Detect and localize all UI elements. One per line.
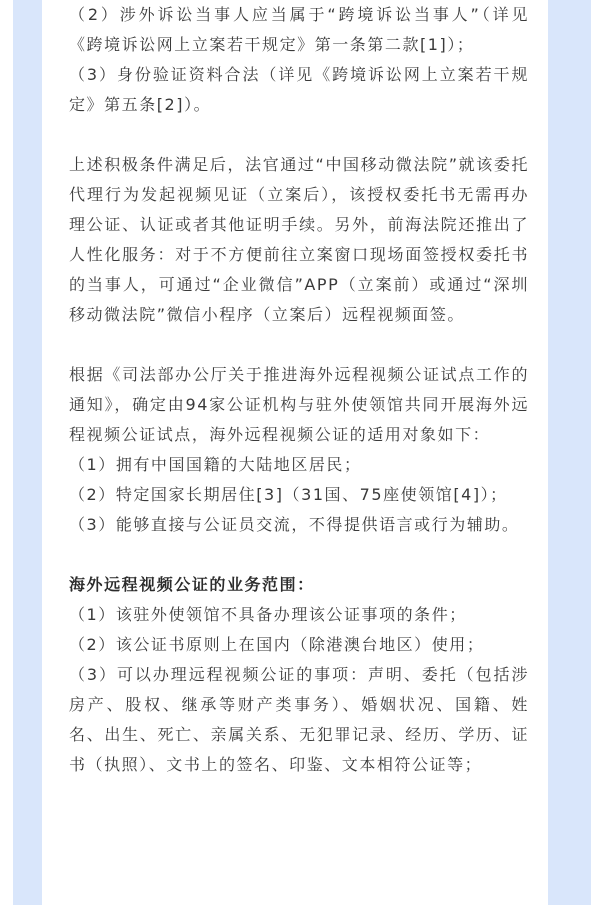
article-body (69, 0, 529, 780)
list-item: （1）拥有中国国籍的大陆地区居民； (69, 455, 362, 474)
paragraph-litigant-condition: （2）涉外诉讼当事人应当属于“跨境诉讼当事人”（详见《跨境诉讼网上立案若干规定》第一条第二款[1]）； (69, 5, 529, 54)
list-item: （2）特定国家长期居住[3]（31国、75座使领馆[4]）； (69, 485, 508, 504)
list-item: （1）该驻外使领馆不具备办理该公证事项的条件； (69, 605, 467, 624)
paragraph-identity-condition: （3）身份验证资料合法（详见《跨境诉讼网上立案若干规定》第五条[2]）。 (69, 65, 529, 114)
paragraph-spacer (69, 330, 529, 360)
paragraph-notarization-notice: 根据《司法部办公厅关于推进海外远程视频公证试点工作的通知》，确定由94家公证机构与驻外使领馆共同开展海外远程视频公证试点，海外远程视频公证的适用对象如下： (69, 365, 529, 444)
paragraph-video-witness: 上述积极条件满足后，法官通过“中国移动微法院”就该委托代理行为发起视频见证（立案后），该授权委托书无需再办理公证、认证或者其他证明手续。另外，前海法院还推出了人性化服务：对于不方便前往立案窗口现场面签授权委托书的当事人，可通过“企业微信”APP（立案前）或通过“深圳移动微法院”微信小程序（立案后）远程视频面签。 (69, 155, 529, 324)
list-item: （2）该公证书原则上在国内（除港澳台地区）使用； (69, 635, 485, 654)
list-item: （3）可以办理远程视频公证的事项：声明、委托（包括涉房产、股权、继承等财产类事务）、婚姻状况、国籍、姓名、出生、死亡、亲属关系、无犯罪记录、经历、学历、证书（执照）、文书上的签名、印鉴、文本相符公证等； (69, 665, 529, 774)
list-item: （3）能够直接与公证员交流，不得提供语言或行为辅助。 (69, 515, 520, 534)
paragraph-spacer (69, 540, 529, 570)
paragraph-spacer (69, 120, 529, 150)
section-heading-scope: 海外远程视频公证的业务范围： (69, 575, 315, 594)
